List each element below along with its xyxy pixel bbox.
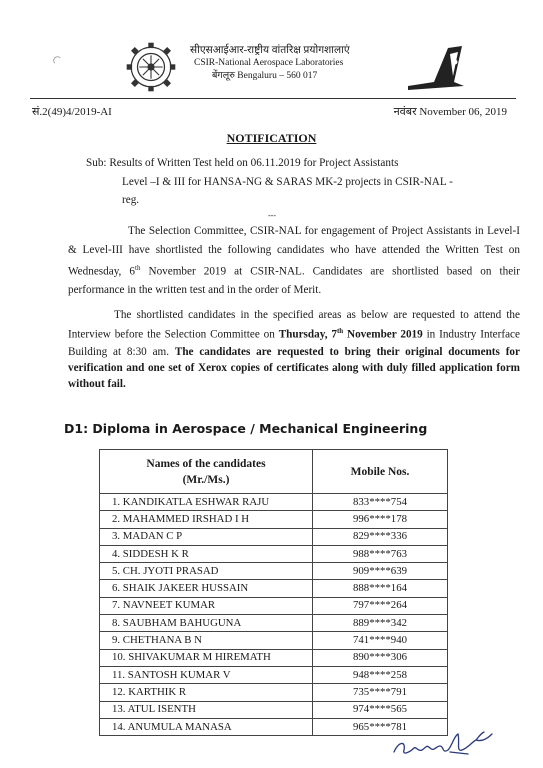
para1-text-a: The Selection Committee, CSIR-NAL for engagement of Project Assistants in Level-I & Level-III have shortlisted the following candidates who have attended the Written Test on Wednesday, 6 <box>68 225 520 278</box>
para2-bold-instructions: The candidates are requested to bring their original documents for verification and one set of Xerox copies of certificates along with duly filled application form without fail. <box>68 345 520 391</box>
candidate-name: 14. ANUMULA MANASA <box>100 718 313 735</box>
header-names-line2: (Mr./Ms.) <box>182 473 230 486</box>
table-row <box>100 528 448 545</box>
candidate-name: 10. SHIVAKUMAR M HIREMATH <box>100 649 313 666</box>
table-row <box>100 666 448 683</box>
candidate-mobile: 996****178 <box>313 511 448 528</box>
header-divider <box>30 98 516 99</box>
para2-bold-month: November 2019 <box>343 329 423 342</box>
table-row <box>100 649 448 666</box>
table-row <box>100 511 448 528</box>
subject-line-2: Level –I & III for HANSA-NG & SARAS MK-2 projects in CSIR-NAL - <box>122 175 453 188</box>
candidate-mobile: 974****565 <box>313 701 448 718</box>
candidate-mobile: 948****258 <box>313 666 448 683</box>
para1-text-b: November 2019 at CSIR-NAL. Candidates are shortlisted based on their performance in the written test and in the order of Merit. <box>68 265 521 297</box>
candidate-mobile: 833****754 <box>313 494 448 511</box>
subject-block <box>86 154 466 210</box>
subject-line-3: reg. <box>122 194 140 206</box>
paragraph-interview-instructions <box>68 307 520 393</box>
para2-text-a: The shortlisted candidates in the specified areas as below are requested to attend the Interview before the Selection Committee on <box>68 309 520 342</box>
section-heading: D1: Diploma in Aerospace / Mechanical Engineering <box>64 421 428 436</box>
candidate-mobile: 890****306 <box>313 649 448 666</box>
candidate-mobile: 888****164 <box>313 580 448 597</box>
org-name-hindi: सीएसआईआर-राष्ट्रीय वांतरिक्ष प्रयोगशालाएं <box>190 45 350 56</box>
signature-icon <box>388 722 508 762</box>
candidate-mobile: 735****791 <box>313 684 448 701</box>
candidate-name: 5. CH. JYOTI PRASAD <box>100 563 313 580</box>
table-row <box>100 494 448 511</box>
candidate-name: 11. SANTOSH KUMAR V <box>100 666 313 683</box>
candidate-mobile: 988****763 <box>313 545 448 562</box>
candidate-name: 3. MADAN C P <box>100 528 313 545</box>
para2-text-b: in Industry Interface Building at 8:30 am. <box>68 329 520 358</box>
candidates-table <box>99 449 448 736</box>
aircraft-tail-icon <box>404 42 468 94</box>
candidate-mobile: 889****342 <box>313 615 448 632</box>
table-row <box>100 597 448 614</box>
table-row <box>100 684 448 701</box>
candidate-name: 9. CHETHANA B N <box>100 632 313 649</box>
candidate-name: 7. NAVNEET KUMAR <box>100 597 313 614</box>
table-header-row <box>100 450 448 494</box>
candidate-mobile: 797****264 <box>313 597 448 614</box>
subject-divider: --- <box>268 211 276 220</box>
candidate-name: 4. SIDDESH K R <box>100 545 313 562</box>
candidate-mobile: 909****639 <box>313 563 448 580</box>
candidate-name: 13. ATUL ISENTH <box>100 701 313 718</box>
para2-sup: th <box>336 327 344 336</box>
table-row <box>100 615 448 632</box>
candidate-name: 6. SHAIK JAKEER HUSSAIN <box>100 580 313 597</box>
candidate-mobile: 829****336 <box>313 528 448 545</box>
reference-number: सं.2(49)4/2019-AI <box>32 106 112 118</box>
para2-bold-date: Thursday, 7 <box>278 329 337 342</box>
candidate-name: 12. KARTHIK R <box>100 684 313 701</box>
table-row <box>100 701 448 718</box>
candidate-mobile: 741****940 <box>313 632 448 649</box>
punch-hole-mark <box>53 56 62 65</box>
letterhead <box>190 44 390 83</box>
header-names-line1: Names of the candidates <box>146 457 266 470</box>
table-row <box>100 580 448 597</box>
csir-gear-emblem-icon <box>124 40 178 94</box>
header-names <box>100 450 313 494</box>
notification-title: NOTIFICATION <box>226 131 317 145</box>
subject-line-1: Sub: Results of Written Test held on 06.11.2019 for Project Assistants <box>86 157 399 169</box>
table-row <box>100 563 448 580</box>
header-mobile: Mobile Nos. <box>313 450 448 494</box>
notification-date: नवंबर November 06, 2019 <box>393 106 507 118</box>
candidate-mobile: 965****781 <box>313 718 448 735</box>
table-row <box>100 545 448 562</box>
table-row <box>100 632 448 649</box>
candidate-name: 2. MAHAMMED IRSHAD I H <box>100 511 313 528</box>
paragraph-selection-committee <box>68 222 520 300</box>
org-city: बेंगलूरु Bengaluru – 560 017 <box>212 71 318 81</box>
para1-sup: th <box>135 264 141 272</box>
candidate-name: 8. SAUBHAM BAHUGUNA <box>100 615 313 632</box>
candidate-name: 1. KANDIKATLA ESHWAR RAJU <box>100 494 313 511</box>
org-name-english: CSIR-National Aerospace Laboratories <box>194 58 344 68</box>
